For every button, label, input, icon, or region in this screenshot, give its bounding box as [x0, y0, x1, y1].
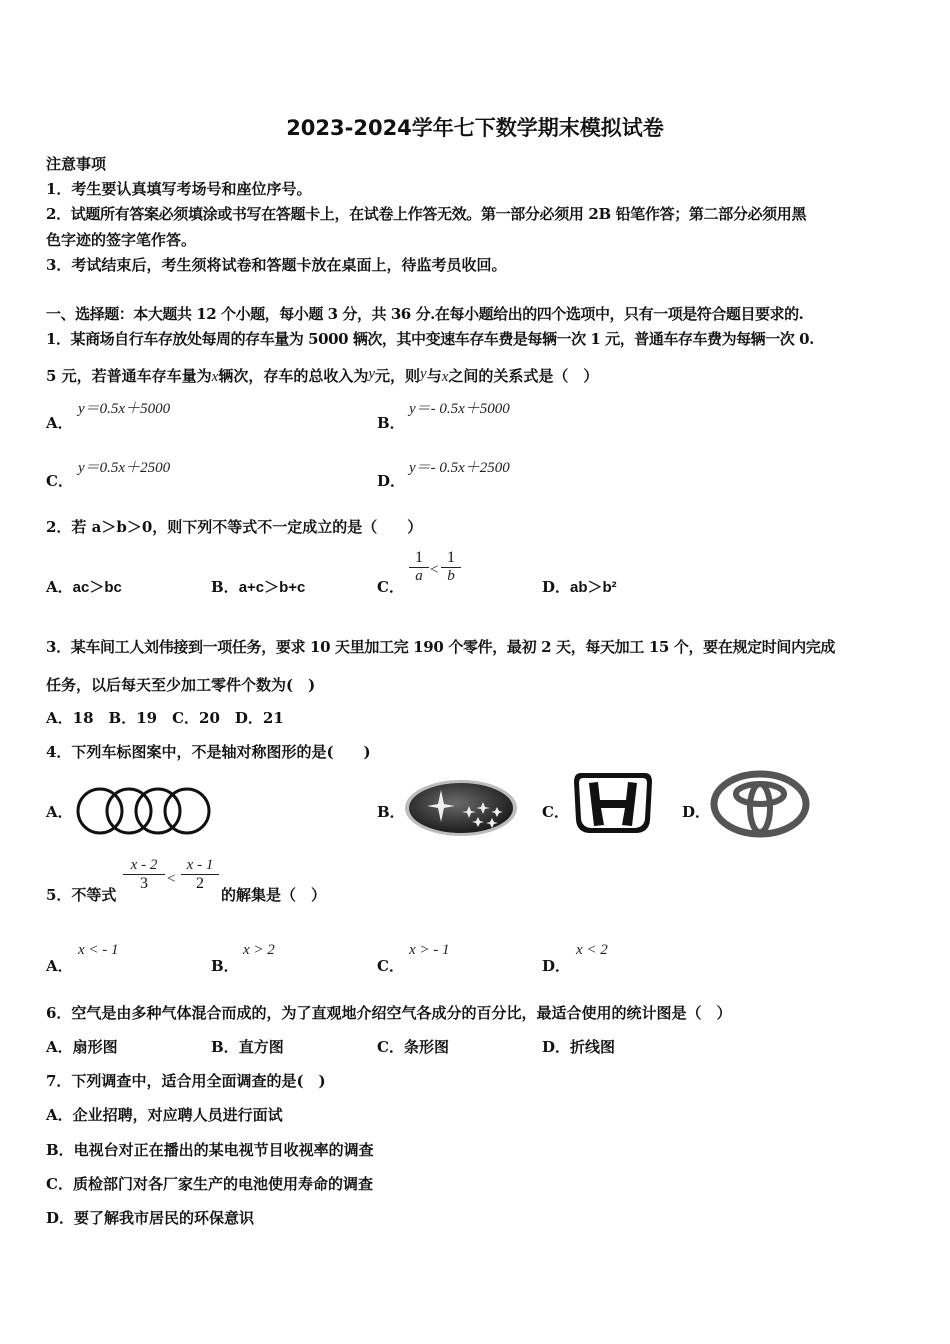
numerator: x - 1 [186, 857, 214, 873]
q4-option-a-label[interactable]: A． [46, 803, 73, 821]
option-expr: a+c＞b+c [238, 579, 306, 596]
option-label: A． [46, 1038, 73, 1056]
q5-option-b-label[interactable]: B． [211, 957, 239, 975]
fraction-1-over-b [441, 549, 461, 585]
notice-heading: 注意事项 [46, 155, 107, 173]
q6-stem: 6．空气是由多种气体混合而成的，为了直观地介绍空气各成分的百分比，最适合使用的统计图是（ ） [46, 1004, 732, 1022]
var-y: y [368, 366, 376, 382]
q1-option-d-label[interactable]: D． [377, 472, 406, 490]
q3-line1: 3．某车间工人刘伟接到一项任务，要求 10 天里加工完 190 个零件，最初 2 天，每天加工 15 个，要在规定时间内完成 [46, 638, 836, 656]
q1-option-b[interactable]: y＝- 0.5x＋5000 [409, 401, 510, 417]
notice-item: 色字迹的签字笔作答。 [46, 231, 197, 249]
toyota-logo-icon[interactable] [709, 770, 811, 838]
q7-option-b[interactable]: B．电视台对正在播出的某电视节目收视率的调查 [46, 1141, 374, 1159]
q3-options[interactable]: A．18 B．19 C．20 D．21 [46, 709, 284, 727]
q1-line1: 1．某商场自行车存放处每周的存车量为 5000 辆次，其中变速车存车费是每辆一次 1 元，普通车存车费为每辆一次 0. [46, 330, 814, 348]
q1-line2 [46, 365, 598, 386]
numerator: 1 [447, 549, 455, 566]
q4-option-c-label[interactable]: C． [542, 803, 569, 821]
q1-option-b-label[interactable]: B． [377, 414, 405, 432]
q2-option-b[interactable] [211, 576, 305, 597]
q6-option-c[interactable] [377, 1036, 449, 1057]
q1-text: 元，则 [375, 367, 421, 385]
q4-option-d-label[interactable]: D． [682, 803, 711, 821]
honda-logo-icon[interactable] [571, 770, 655, 836]
option-label: D． [542, 1038, 571, 1056]
notice-item: 2．试题所有答案必须填涂或书写在答题卡上，在试卷上作答无效。第一部分必须用 2B 铅笔作答；第二部分必须用黑 [46, 205, 807, 223]
less-than: < [430, 562, 439, 578]
fraction-1-over-a [409, 549, 429, 585]
q7-option-d[interactable]: D．要了解我市居民的环保意识 [46, 1209, 255, 1227]
fraction-x-minus-1-over-2 [181, 857, 219, 893]
notice-item: 1．考生要认真填写考场号和座位序号。 [46, 180, 312, 198]
var-y: y [420, 366, 427, 382]
denominator: a [415, 568, 423, 584]
less-than: < [167, 871, 176, 887]
q1-text: 5 元，若普通车存车量为 [46, 367, 212, 385]
numerator: 1 [415, 549, 423, 566]
q6-option-a[interactable] [46, 1036, 118, 1057]
q7-stem: 7．下列调查中，适合用全面调查的是( ) [46, 1072, 326, 1090]
denominator: b [447, 568, 455, 584]
fraction-x-minus-2-over-3 [123, 857, 165, 893]
q2-option-c-label[interactable]: C． [377, 578, 404, 596]
q6-option-b[interactable] [211, 1036, 284, 1057]
q5-pre: 5．不等式 [46, 886, 117, 904]
q1-option-a[interactable]: y＝0.5x＋5000 [78, 401, 171, 417]
q2-option-d[interactable] [542, 576, 617, 597]
q4-stem: 4．下列车标图案中，不是轴对称图形的是( ) [46, 743, 371, 761]
q5-option-a-label[interactable]: A． [46, 957, 73, 975]
option-expr: ab＞b² [570, 579, 617, 596]
option-label: A． [46, 578, 73, 596]
q2-option-a[interactable] [46, 576, 122, 597]
q1-option-c[interactable]: y＝0.5x＋2500 [78, 460, 171, 476]
option-text: 直方图 [238, 1038, 284, 1056]
q1-option-a-label[interactable]: A． [46, 414, 73, 432]
q5-post: 的解集是（ ） [221, 886, 327, 904]
q5-option-d-label[interactable]: D． [542, 957, 571, 975]
q5-option-c[interactable]: x > - 1 [409, 942, 450, 958]
q5-option-d[interactable]: x < 2 [576, 942, 608, 958]
q7-option-c[interactable]: C．质检部门对各厂家生产的电池使用寿命的调查 [46, 1175, 373, 1193]
q4-option-b-label[interactable]: B． [377, 803, 405, 821]
q2-stem: 2．若 a＞b＞0，则下列不等式不一定成立的是（ ） [46, 518, 423, 536]
q5-option-a[interactable]: x < - 1 [78, 942, 119, 958]
q1-text: 之间的关系式是（ ） [448, 367, 599, 385]
q3-line2: 任务，以后每天至少加工零件个数为( ) [46, 676, 316, 694]
q5-option-b[interactable]: x > 2 [243, 942, 275, 958]
q6-option-d[interactable] [542, 1036, 615, 1057]
subaru-logo-icon[interactable] [403, 778, 519, 838]
option-text: 条形图 [403, 1038, 449, 1056]
section-heading: 一、选择题：本大题共 12 个小题，每小题 3 分，共 36 分.在每小题给出的四个选项中，只有一项是符合题目要求的. [46, 305, 804, 323]
page-title: 2023-2024学年七下数学期末模拟试卷 [286, 116, 664, 140]
option-text: 扇形图 [72, 1038, 118, 1056]
var-x: x [211, 369, 219, 385]
option-label: B． [211, 1038, 239, 1056]
numerator: x - 2 [130, 857, 158, 873]
q1-text: 与 [426, 367, 442, 385]
q1-text: 辆次，存车的总收入为 [218, 367, 369, 385]
denominator: 3 [140, 875, 148, 892]
q7-option-a[interactable]: A．企业招聘，对应聘人员进行面试 [46, 1106, 283, 1124]
q1-option-d[interactable]: y＝- 0.5x＋2500 [409, 460, 510, 476]
audi-logo-icon[interactable] [74, 785, 214, 837]
option-label: C． [377, 1038, 404, 1056]
option-text: 折线图 [570, 1038, 616, 1056]
denominator: 2 [196, 875, 204, 892]
notice-item: 3．考试结束后，考生须将试卷和答题卡放在桌面上，待监考员收回。 [46, 256, 507, 274]
option-label: B． [211, 578, 239, 596]
q1-option-c-label[interactable]: C． [46, 472, 73, 490]
var-x: x [441, 369, 449, 385]
q5-option-c-label[interactable]: C． [377, 957, 404, 975]
option-expr: ac＞bc [72, 579, 122, 596]
option-label: D． [542, 578, 571, 596]
